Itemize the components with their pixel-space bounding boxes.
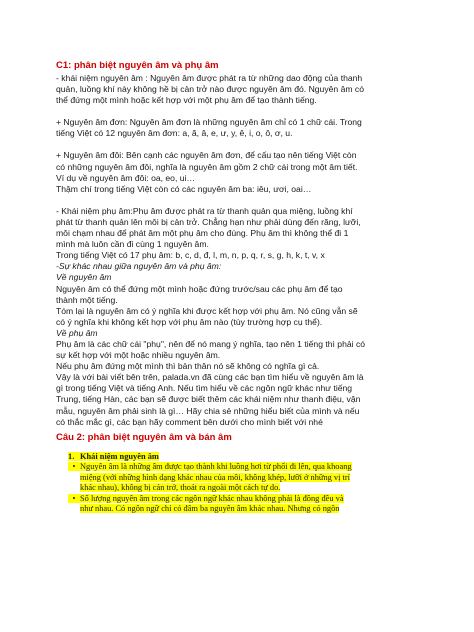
text-line: + Nguyên âm đơn: Nguyên âm đơn là những nguyên âm chỉ có 1 chữ cái. Trong [56,117,362,128]
text-line: Ví dụ về nguyên âm đôi: oa, eo, ui… [56,172,196,183]
list-item-numbered [68,452,418,462]
text-line: Phụ âm là các chữ cái "phụ", nên để nó mang ý nghĩa, tạo nên 1 tiếng thì phải có [56,338,366,349]
text-line: tiếng Việt có 12 nguyên âm đơn: a, ă, â, e, ư, y, ê, i, o, ô, ơ, u. [56,128,293,139]
bullet-line [68,494,418,504]
text-line: phát từ thanh quản lên môi bị cản trở. Chẳng hạn như phải dùng đến răng, lưỡi, [56,216,361,227]
section-heading-1: C1: phân biệt nguyên âm và phụ âm [56,60,219,71]
bullet-text: miệng (với những hình dạng khác nhau của môi, không khép, lưỡi ở những vị trí [80,472,350,482]
list-item-title: Khái niệm nguyên âm [80,452,159,461]
text-line: sự kết hợp với một hoặc nhiều nguyên âm. [56,350,221,361]
bullet-text: Nguyên âm là những âm được tạo thành khi luồng hơi từ phổi đi lên, qua khoang [80,462,352,472]
bullet-icon: • [72,493,76,503]
bullet-text: Số lượng nguyên âm trong các ngôn ngữ khác nhau không phải là đồng đều và [80,493,344,503]
text-line: có ý nghĩa khi không kết hợp với phụ âm nào (tùy trường hợp cụ thể). [56,316,323,327]
text-line: thành một tiếng. [56,294,118,305]
bullet-line [68,504,418,514]
text-line: -Sự khác nhau giữa nguyên âm và phụ âm: [56,261,222,272]
text-line: Vậy là với bài viết bên trên, palada.vn đã cùng các bạn tìm hiểu về nguyên âm là [56,372,364,383]
text-line: quản, luồng khí này không hề bị cản trở nào được nguyên âm đó. Nguyên âm có [56,84,364,95]
text-line: mình mà luôn cần đi cùng 1 nguyên âm. [56,239,209,250]
text-line: + Nguyên âm đôi: Bên cạnh các nguyên âm đơn, để cấu tạo nên tiếng Việt còn [56,150,357,161]
text-line: Tóm lại là nguyên âm có ý nghĩa khi được kết hợp với phụ âm. Nó cũng vẫn sẽ [56,305,358,316]
text-line: mẫu, nguyên âm phải sinh là gì… Hãy chia sẻ những hiểu biết của mình và nếu [56,405,360,416]
text-line: thể đứng một mình hoặc kết hợp với một phụ âm để tạo thành tiếng. [56,95,317,106]
text-line: Về phụ âm [56,327,98,338]
text-line: Trong tiếng Việt có 17 phụ âm: b, c, d, đ, l, m, n, p, q, r, s, g, h, k, t, v, x [56,250,325,261]
text-line: Thậm chí trong tiếng Việt còn có các nguyên âm ba: iêu, ươi, oai… [56,183,312,194]
bullet-text: như nhau. Có ngôn ngữ chỉ có đâm ba nguyên âm khác nhau. Nhưng có ngôn [80,504,340,514]
text-line: Về nguyên âm [56,272,112,283]
document-page [56,0,420,632]
text-line: môi chạm nhau để phát âm một phụ âm cho đúng. Phụ âm thì không thể đi 1 [56,228,349,239]
bullet-text: khác nhau), không bị cản trở, thoát ra ngoài một cách tự do. [80,483,281,493]
bullet-line [68,462,418,472]
text-line: gì trong tiếng Việt và tiếng Anh. Nếu tìm hiểu về các ngôn ngữ khác như tiếng [56,383,353,394]
section-1-body [56,73,420,428]
bullet-line [68,483,418,493]
paragraph-gap [56,139,420,150]
paragraph-gap [56,106,420,117]
text-line: có thắc mắc gì, các bạn hãy comment bên dưới cho mình biết với nhé [56,416,323,427]
bullet-icon: • [72,462,76,472]
text-line: Nguyên âm có thể đứng một mình hoặc đứng trước/sau các phụ âm để tạo [56,283,343,294]
list-number: 1. [68,452,75,461]
text-line: có những nguyên âm đôi, nghĩa là nguyên âm gồm 2 chữ cái trong một âm tiết. [56,161,358,172]
section-heading-2: Câu 2: phân biệt nguyên âm và bán âm [56,432,232,443]
text-line: Nếu phụ âm đứng một mình thì bản thân nó sẽ không có nghĩa gì cả. [56,361,320,372]
text-line: - khái niệm nguyên âm : Nguyên âm được phát ra từ những dao động của thanh [56,73,363,83]
bullet-list [68,462,418,514]
text-line: - Khái niệm phụ âm:Phụ âm được phát ra từ thanh quản qua miệng, luồng khí [56,205,353,216]
bullet-line [68,473,418,483]
text-line: Trung, tiếng Hàn, các bạn sẽ được biết thêm các khái niệm như thanh điệu, vận [56,394,361,405]
paragraph-gap [56,195,420,206]
section-2-list [68,452,418,514]
